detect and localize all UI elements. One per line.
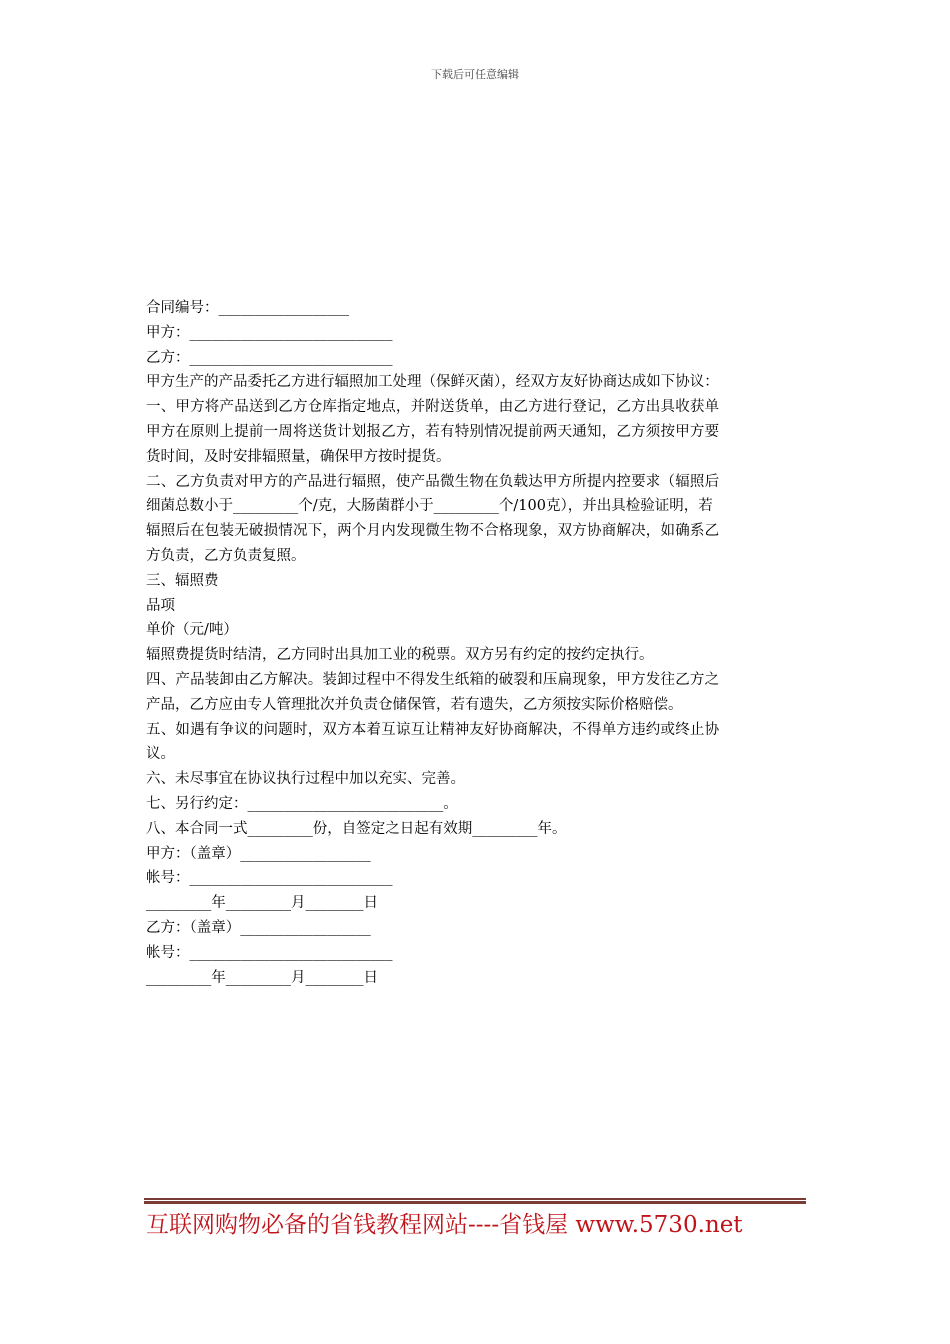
clause-3-text: 辐照费提货时结清，乙方同时出具加工业的税票。双方另有约定的按约定执行。 xyxy=(146,647,654,664)
clause-7: 七、另行约定：___________________________。 xyxy=(146,795,458,812)
contract-body xyxy=(146,296,806,990)
clause-2-line-2: 细菌总数小于_________个/克，大肠菌群小于_________个/100克），并出具检验证明，若 xyxy=(146,498,713,515)
clause-6: 六、未尽事宜在协议执行过程中加以充实、完善。 xyxy=(146,771,465,788)
clause-2-line-3: 辐照后在包装无破损情况下，两个月内发现微生物不合格现象，双方协商解决，如确系乙 xyxy=(146,523,720,540)
party-a-account-line: 帐号：____________________________ xyxy=(146,870,393,887)
contract-preamble: 甲方生产的产品委托乙方进行辐照加工处理（保鲜灭菌），经双方友好协商达成如下协议： xyxy=(146,374,719,391)
party-b-seal-line: 乙方：（盖章）__________________ xyxy=(146,919,371,936)
unit-price-label: 单价（元/吨） xyxy=(146,622,238,639)
clause-1-line-1: 一、甲方将产品送到乙方仓库指定地点，并附送货单，由乙方进行登记，乙方出具收获单 xyxy=(146,399,720,416)
clause-4-line-1: 四、产品装卸由乙方解决。装卸过程中不得发生纸箱的破裂和压扁现象，甲方发往乙方之 xyxy=(146,671,720,688)
party-b-account-line: 帐号：____________________________ xyxy=(146,944,393,961)
clause-8: 八、本合同一式_________份，自签定之日起有效期_________年。 xyxy=(146,820,567,837)
clause-3-heading: 三、辐照费 xyxy=(146,572,219,589)
footer-ad-text: 互联网购物必备的省钱教程网站----省钱屋 www.5730.net xyxy=(146,1212,743,1238)
party-b-date-line: _________年_________月________日 xyxy=(146,969,378,986)
clause-4-line-2: 产品，乙方应由专人管理批次并负责仓储保管，若有遗失，乙方须按实际价格赔偿。 xyxy=(146,696,683,713)
clause-1-line-3: 货时间，及时安排辐照量，确保甲方按时提货。 xyxy=(146,448,451,465)
clause-1-line-2: 甲方在原则上提前一周将送货计划报乙方，若有特别情况提前两天通知，乙方须按甲方要 xyxy=(146,423,720,440)
party-b-line: 乙方：____________________________ xyxy=(146,349,393,366)
contract-number-line: 合同编号：__________________ xyxy=(146,300,349,316)
item-label: 品项 xyxy=(146,597,175,614)
party-a-seal-line: 甲方：（盖章）__________________ xyxy=(146,845,371,862)
page-header-note: 下载后可任意编辑 xyxy=(431,68,519,81)
clause-5-line-2: 议。 xyxy=(146,746,175,763)
party-a-line: 甲方：____________________________ xyxy=(146,324,393,341)
party-a-date-line: _________年_________月________日 xyxy=(146,895,378,912)
clause-2-line-1: 二、乙方负责对甲方的产品进行辐照，使产品微生物在负载达甲方所提内控要求（辐照后 xyxy=(146,473,720,490)
clause-5-line-1: 五、如遇有争议的问题时，双方本着互谅互让精神友好协商解决，不得单方违约或终止协 xyxy=(146,721,720,738)
footer-divider xyxy=(144,1198,806,1204)
clause-2-line-4: 方负责，乙方负责复照。 xyxy=(146,547,306,564)
